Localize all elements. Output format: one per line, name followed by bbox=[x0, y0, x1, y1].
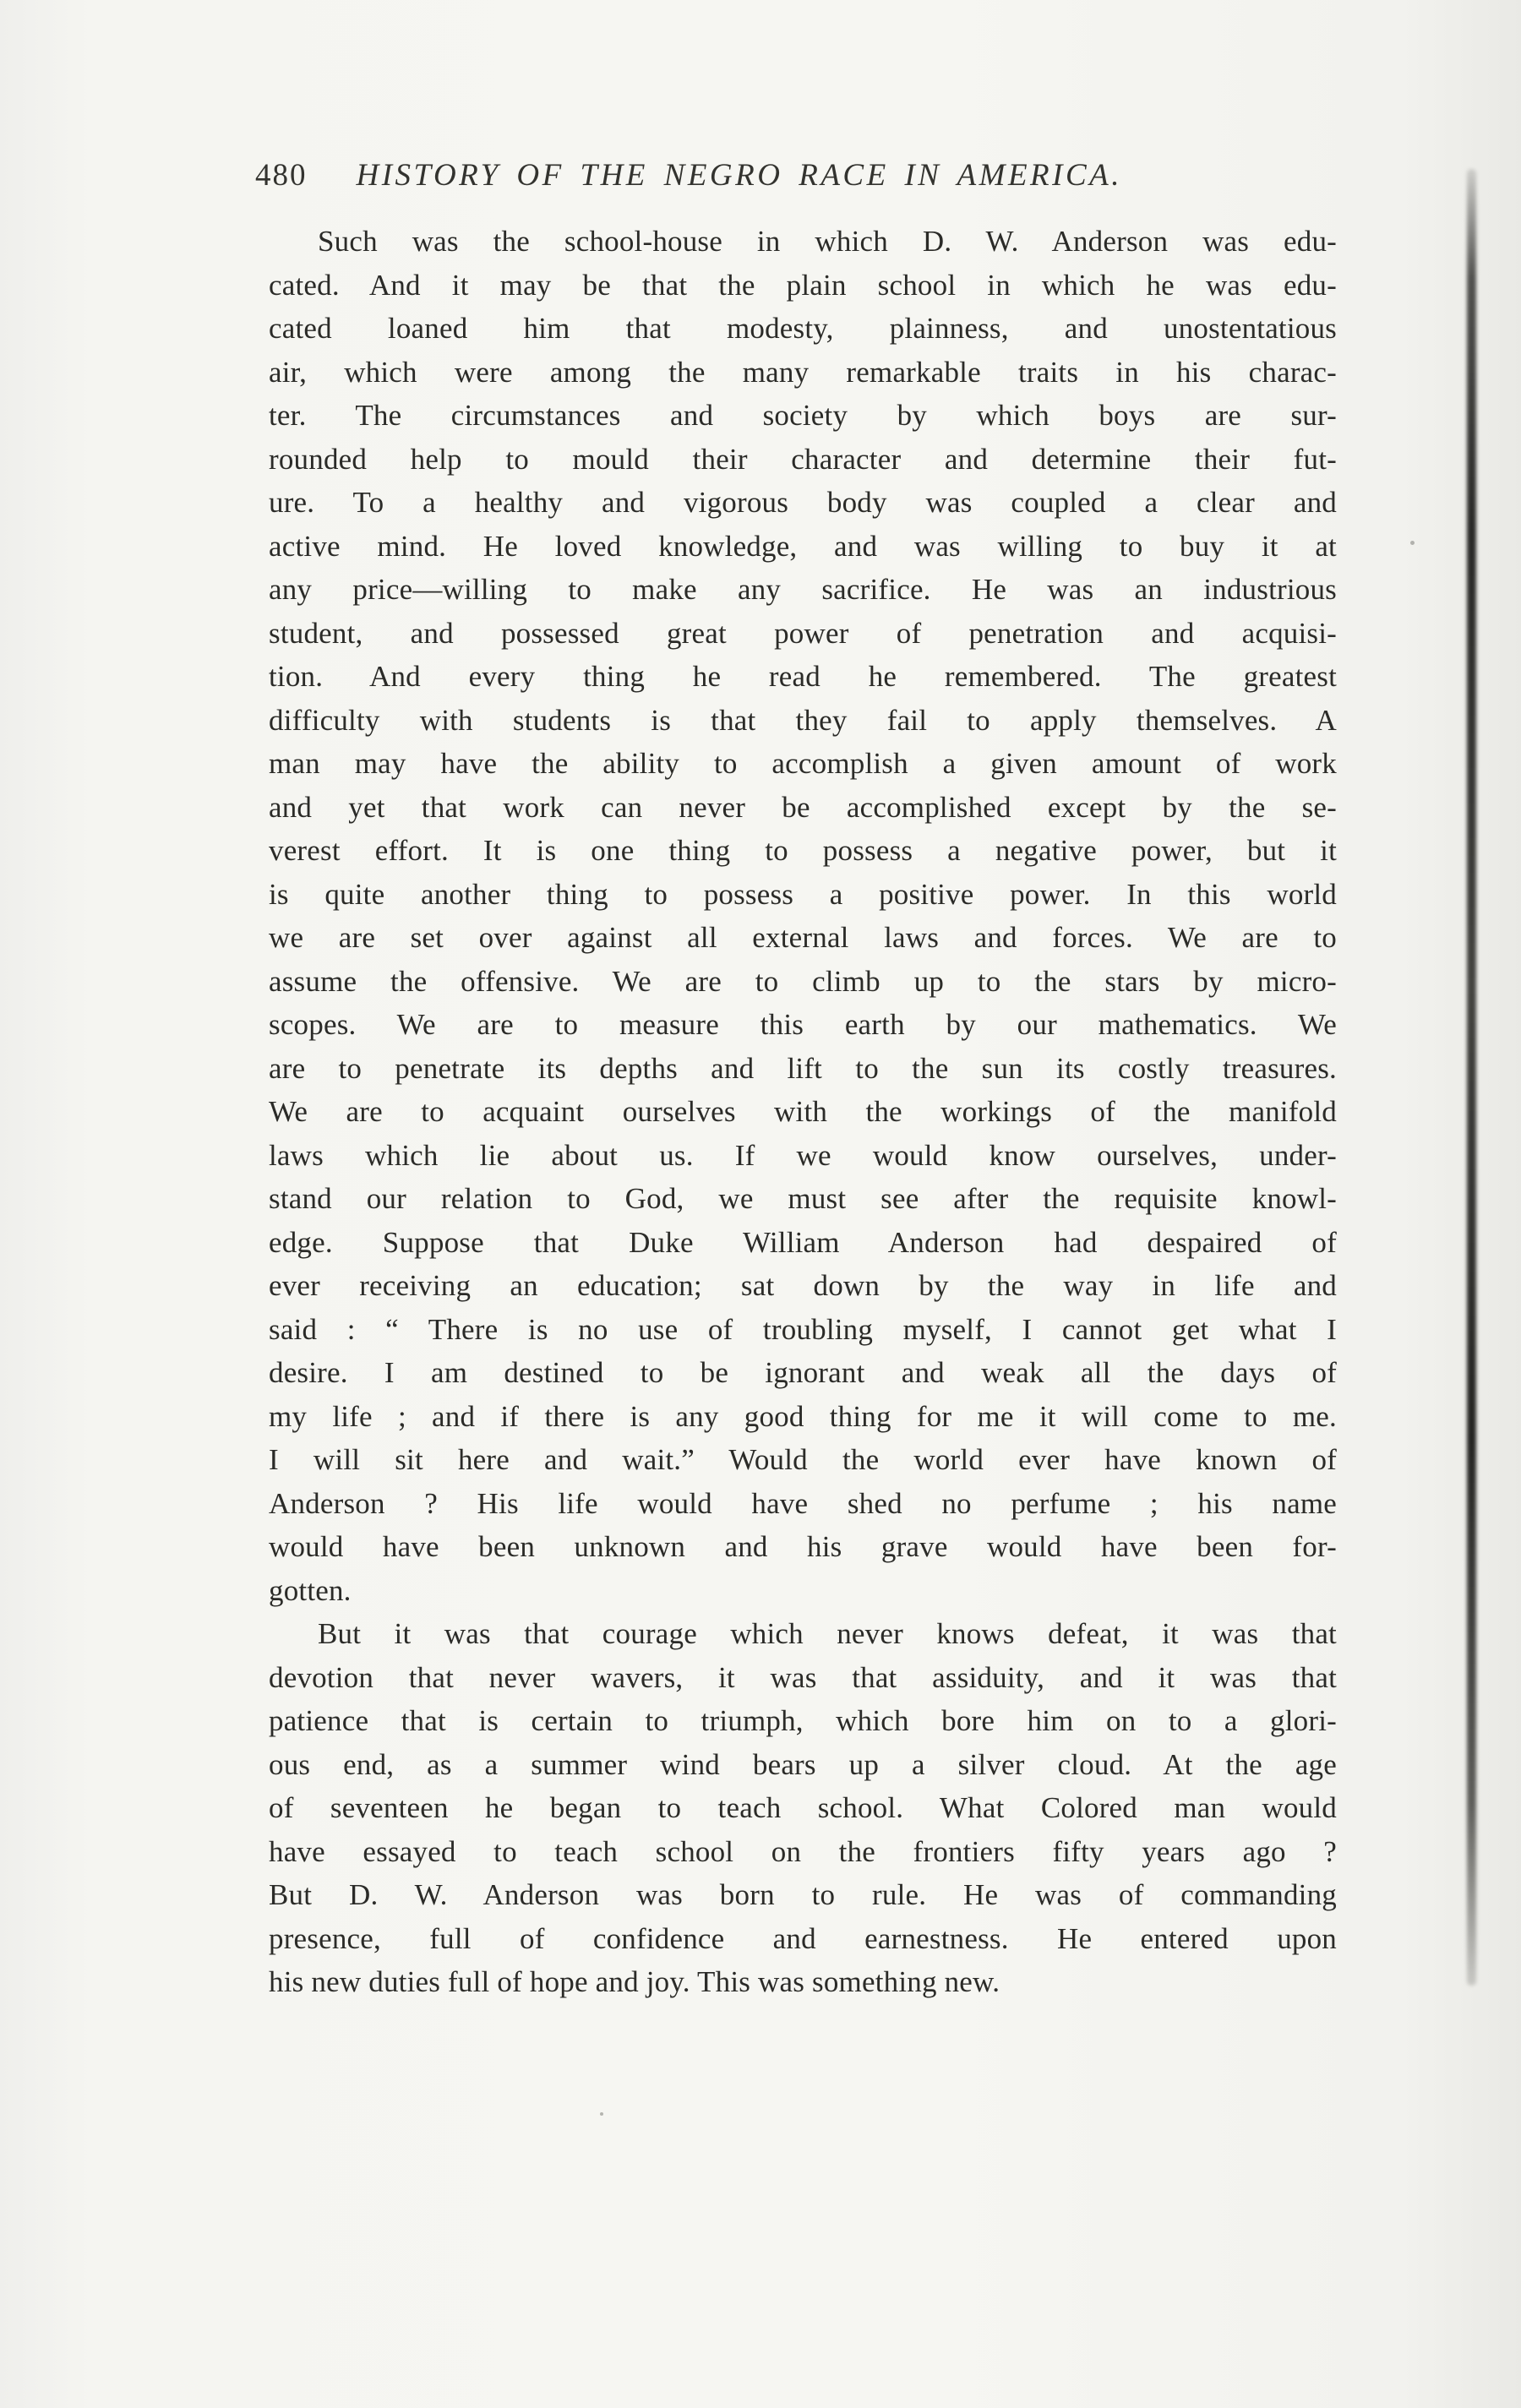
text-line: my life ; and if there is any good thing for me it will come to me. bbox=[269, 1399, 1337, 1433]
text-line: and yet that work can never be accomplished except by the se- bbox=[269, 790, 1337, 824]
text-line: patience that is certain to triumph, which bore him on to a glori- bbox=[269, 1704, 1337, 1737]
text-line: tion. And every thing he read he remembered. The greatest bbox=[269, 660, 1337, 693]
page-number: 480 bbox=[255, 158, 308, 193]
text-line: stand our relation to God, we must see after the requisite knowl- bbox=[269, 1182, 1337, 1215]
text-line: assume the offensive. We are to climb up to the stars by micro- bbox=[269, 964, 1337, 998]
text-line: devotion that never wavers, it was that assiduity, and it was that bbox=[269, 1660, 1337, 1694]
text-line: Anderson ? His life would have shed no perfume ; his name bbox=[269, 1486, 1337, 1520]
text-line: verest effort. It is one thing to possess a negative power, but it bbox=[269, 834, 1337, 867]
text-line: have essayed to teach school on the frontiers fifty years ago ? bbox=[269, 1834, 1337, 1868]
text-line: active mind. He loved knowledge, and was willing to buy it at bbox=[269, 529, 1337, 563]
text-line: would have been unknown and his grave would have been for- bbox=[269, 1530, 1337, 1563]
text-line: I will sit here and wait.” Would the world ever have known of bbox=[269, 1443, 1337, 1476]
text-line: cated. And it may be that the plain school in which he was edu- bbox=[269, 268, 1337, 302]
text-line: gotten. bbox=[269, 1573, 352, 1607]
text-line: ter. The circumstances and society by which boys are sur- bbox=[269, 399, 1337, 432]
text-line: air, which were among the many remarkable traits in his charac- bbox=[269, 355, 1337, 389]
text-line: of seventeen he began to teach school. What Colored man would bbox=[269, 1791, 1337, 1824]
text-line: edge. Suppose that Duke William Anderson had despaired of bbox=[269, 1225, 1337, 1259]
text-line: scopes. We are to measure this earth by our mathematics. We bbox=[269, 1008, 1337, 1041]
paragraph-2 bbox=[269, 1612, 1337, 2004]
text-line: But D. W. Anderson was born to rule. He was of commanding bbox=[269, 1878, 1337, 1911]
text-line: presence, full of confidence and earnestness. He entered upon bbox=[269, 1921, 1337, 1955]
text-line: We are to acquaint ourselves with the workings of the manifold bbox=[269, 1095, 1337, 1128]
text-line: are to penetrate its depths and lift to the sun its costly treasures. bbox=[269, 1051, 1337, 1085]
scan-speck-artifact bbox=[1410, 541, 1415, 545]
text-line: ure. To a healthy and vigorous body was coupled a clear and bbox=[269, 486, 1337, 519]
text-line: any price—willing to make any sacrifice. He was an industrious bbox=[269, 573, 1337, 606]
text-line: ous end, as a summer wind bears up a silver cloud. At the age bbox=[269, 1747, 1337, 1781]
text-line: student, and possessed great power of penetration and acquisi- bbox=[269, 616, 1337, 650]
text-line: said : “ There is no use of troubling myself, I cannot get what I bbox=[269, 1312, 1337, 1346]
text-line: man may have the ability to accomplish a given amount of work bbox=[269, 747, 1337, 780]
body-text bbox=[269, 220, 1337, 2004]
text-line: But it was that courage which never knows defeat, it was that bbox=[318, 1617, 1337, 1650]
text-line: difficulty with students is that they fail to apply themselves. A bbox=[269, 703, 1337, 737]
running-title: HISTORY OF THE NEGRO RACE IN AMERICA. bbox=[356, 158, 1123, 193]
text-line: is quite another thing to possess a positive power. In this world bbox=[269, 877, 1337, 911]
text-line: rounded help to mould their character and determine their fut- bbox=[269, 442, 1337, 476]
scan-speck-artifact bbox=[600, 2112, 603, 2116]
text-line: cated loaned him that modesty, plainness, and unostentatious bbox=[269, 312, 1337, 345]
binding-shadow-artifact bbox=[1467, 169, 1476, 1986]
text-line: ever receiving an education; sat down by the way in life and bbox=[269, 1269, 1337, 1302]
text-line: laws which lie about us. If we would know ourselves, under- bbox=[269, 1138, 1337, 1172]
page-header bbox=[255, 157, 1337, 193]
text-line: Such was the school-house in which D. W. Anderson was edu- bbox=[318, 225, 1337, 258]
paragraph-1 bbox=[269, 220, 1337, 1612]
text-line: we are set over against all external laws and forces. We are to bbox=[269, 921, 1337, 954]
text-line: desire. I am destined to be ignorant and weak all the days of bbox=[269, 1356, 1337, 1389]
text-line: his new duties full of hope and joy. This was something new. bbox=[269, 1965, 1000, 1998]
